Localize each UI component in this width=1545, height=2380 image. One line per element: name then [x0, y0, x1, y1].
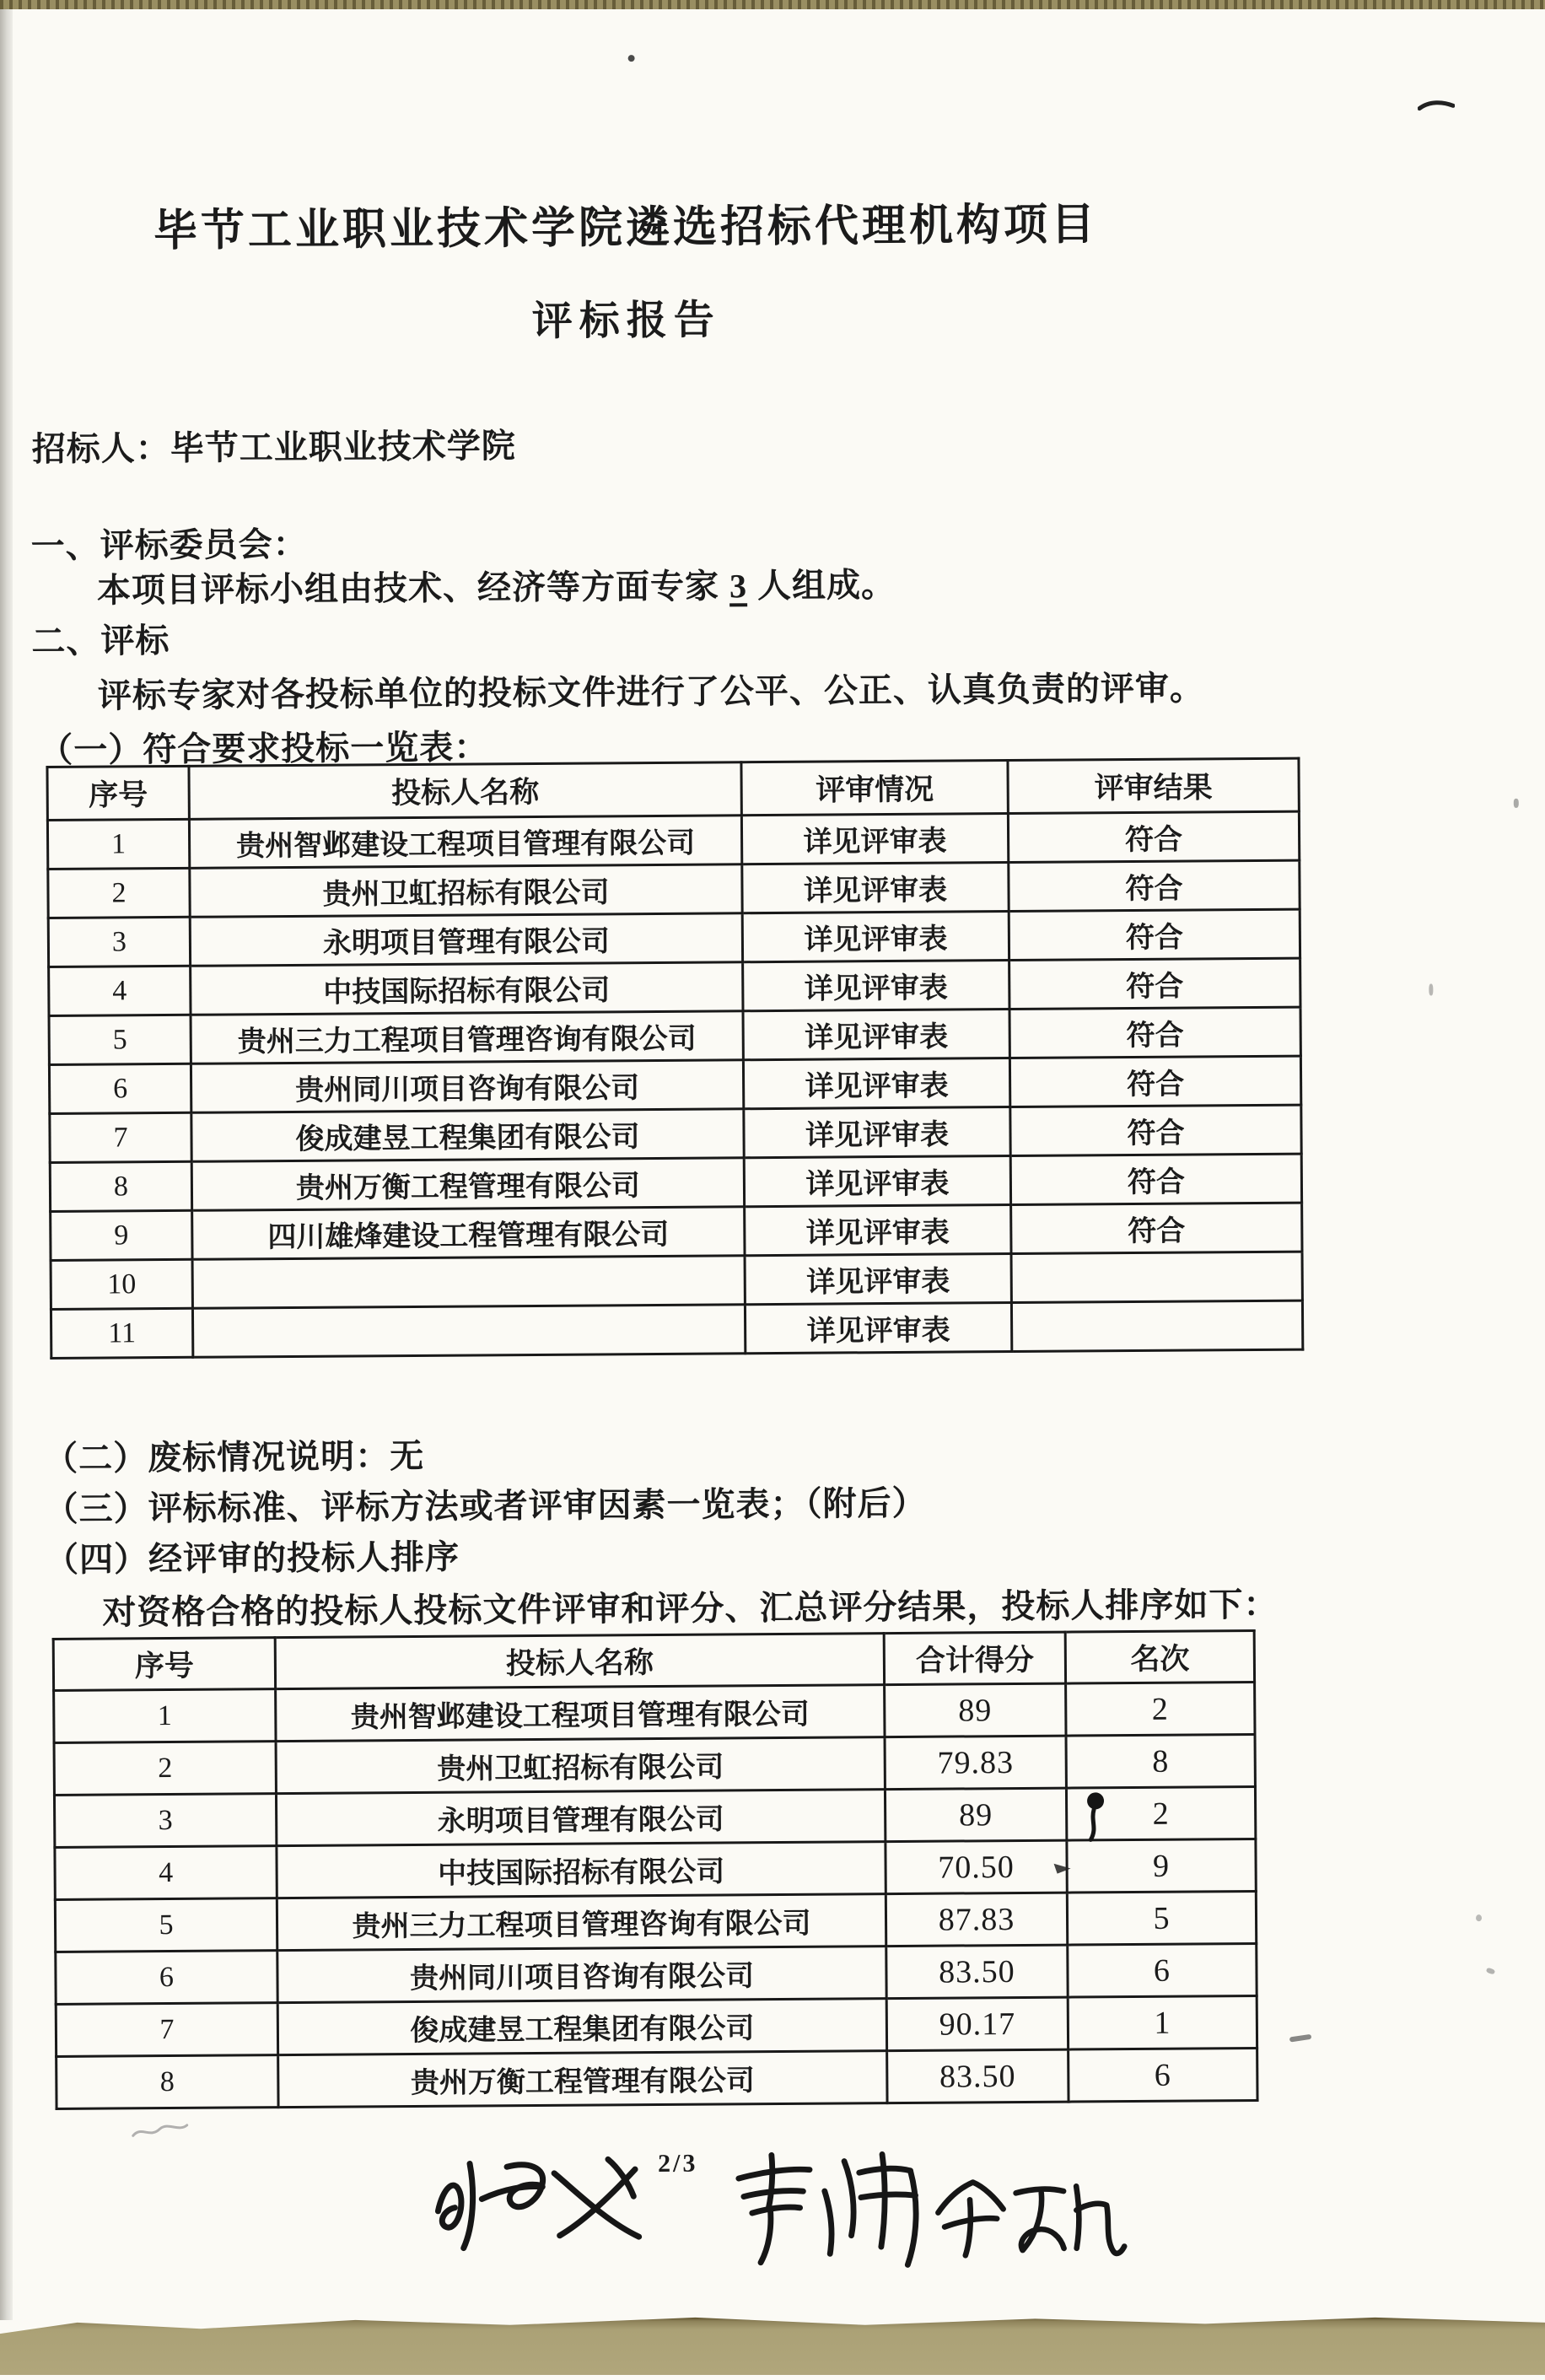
scan-speck	[1429, 984, 1433, 996]
subsection-three-line: （三）评标标准、评标方法或者评审因素一览表；（附后）	[44, 1483, 927, 1529]
section-two-body: 评标专家对各投标单位的投标文件进行了公平、公正、认真负责的评审。	[97, 669, 1205, 715]
table-row	[49, 1007, 1300, 1064]
ink-dot-mark	[628, 55, 635, 62]
table-row	[54, 1683, 1255, 1743]
subsection-two-line: （二）废标情况说明：无	[44, 1436, 425, 1478]
table-cell: 贵州同川项目咨询有限公司	[277, 1947, 886, 2003]
section-one-body-prefix: 本项目评标小组由技术、经济等方面专家	[96, 567, 720, 610]
column-header-review-result: 评审结果	[1008, 758, 1299, 813]
table-cell: 7	[50, 1112, 191, 1162]
table-cell: 俊成建昱工程集团有限公司	[277, 1999, 886, 2055]
table-cell: 5	[1067, 1892, 1256, 1946]
table-row	[56, 1996, 1257, 2057]
subsection-four-heading: （四）经评审的投标人排序	[44, 1537, 460, 1580]
column-header-total-score: 合计得分	[884, 1632, 1065, 1684]
table-cell: 详见评审表	[743, 1010, 1009, 1060]
expert-count-underlined: 3	[729, 567, 748, 606]
table-cell: 6	[56, 1951, 277, 2005]
table-cell: 详见评审表	[745, 1254, 1011, 1305]
ranking-table	[52, 1629, 1259, 2110]
table-row	[51, 1203, 1302, 1260]
qualification-table-header-row	[47, 758, 1299, 820]
table-cell: 5	[55, 1898, 277, 1952]
table-cell	[1011, 1252, 1302, 1302]
column-header-review-status: 评审情况	[741, 761, 1008, 816]
table-cell: 符合	[1010, 1154, 1301, 1204]
column-header-bidder-name: 投标人名称	[275, 1634, 884, 1689]
column-header-seq: 序号	[53, 1638, 275, 1691]
table-cell: 8	[1066, 1735, 1255, 1789]
table-row	[55, 1839, 1256, 1900]
section-one-body	[97, 558, 896, 612]
table-cell: 贵州三力工程项目管理咨询有限公司	[191, 1011, 743, 1064]
table-cell: 7	[56, 2003, 277, 2057]
table-row	[56, 1944, 1257, 2005]
table-cell: 70.50	[886, 1840, 1067, 1893]
table-row	[55, 1892, 1256, 1952]
table-cell: 详见评审表	[744, 1107, 1010, 1158]
table-cell	[192, 1256, 745, 1309]
table-cell: 贵州同川项目咨询有限公司	[191, 1060, 743, 1113]
table-row	[57, 2049, 1257, 2109]
table-cell: 2	[54, 1742, 276, 1796]
table-cell: 5	[49, 1015, 191, 1064]
table-cell: 1	[54, 1689, 276, 1743]
table-cell: 中技国际招标有限公司	[277, 1842, 886, 1898]
table-cell: 俊成建昱工程集团有限公司	[191, 1109, 744, 1162]
table-cell: 详见评审表	[743, 1058, 1009, 1109]
table-cell: 四川雄烽建设工程管理有限公司	[192, 1207, 745, 1260]
scan-speck	[1476, 1914, 1482, 1921]
table-cell: 符合	[1009, 1007, 1300, 1058]
table-cell: 3	[48, 917, 190, 967]
table-cell: 中技国际招标有限公司	[191, 962, 743, 1015]
table-cell: 8	[50, 1161, 191, 1211]
column-header-bidder-name: 投标人名称	[189, 762, 741, 820]
table-cell: 详见评审表	[742, 863, 1009, 913]
ink-smudge-mark	[1052, 1860, 1074, 1880]
table-cell: 符合	[1009, 1056, 1300, 1107]
table-cell: 3	[54, 1794, 276, 1848]
ranking-table-body	[54, 1683, 1257, 2109]
table-cell: 83.50	[887, 2049, 1069, 2103]
table-cell: 6	[49, 1063, 191, 1113]
table-row	[54, 1787, 1255, 1848]
table-cell: 贵州智邺建设工程项目管理有限公司	[189, 816, 741, 869]
table-cell: 符合	[1010, 1105, 1301, 1155]
table-cell: 贵州万衡工程管理有限公司	[191, 1158, 744, 1211]
table-cell: 2	[1066, 1683, 1255, 1737]
table-row	[51, 1252, 1302, 1309]
subsection-four-body: 对资格合格的投标人投标文件评审和评分、汇总评分结果，投标人排序如下：	[102, 1585, 1279, 1632]
pencil-squiggle-mark	[132, 2117, 191, 2146]
table-cell: 2	[48, 868, 190, 918]
pen-dash-mark	[1418, 98, 1455, 116]
table-cell: 贵州三力工程项目管理咨询有限公司	[277, 1894, 886, 1951]
table-cell: 符合	[1009, 958, 1300, 1009]
document-title-line1: 毕节工业职业技术学院遴选招标代理机构项目	[153, 201, 1099, 256]
table-cell: 87.83	[886, 1893, 1067, 1946]
handwritten-signature-2	[727, 2143, 926, 2271]
table-row	[49, 1056, 1300, 1113]
table-cell: 详见评审表	[742, 912, 1009, 962]
section-two-heading: 二、评标	[31, 621, 170, 661]
column-header-rank: 名次	[1065, 1631, 1254, 1684]
section-one-body-suffix: 人组成。	[756, 565, 896, 606]
ranking-table-header-row	[53, 1631, 1254, 1691]
table-cell: 10	[51, 1259, 192, 1309]
subsection-one-heading: （一）符合要求投标一览表：	[39, 728, 489, 770]
table-cell: 永明项目管理有限公司	[190, 913, 742, 967]
handwritten-signature-1	[426, 2147, 654, 2254]
table-row	[50, 1154, 1301, 1211]
table-cell: 89	[885, 1683, 1066, 1737]
table-row	[48, 909, 1300, 967]
handwritten-signature-3	[923, 2170, 1131, 2266]
table-cell: 符合	[1009, 860, 1300, 911]
table-cell: 符合	[1008, 811, 1299, 862]
page-number-marker: 2/3	[657, 2149, 698, 2178]
table-cell: 贵州卫虹招标有限公司	[276, 1737, 885, 1794]
scan-speck	[1514, 799, 1519, 808]
table-cell	[192, 1305, 745, 1358]
table-cell: 永明项目管理有限公司	[276, 1790, 885, 1846]
table-cell: 贵州智邺建设工程项目管理有限公司	[276, 1685, 885, 1742]
table-cell: 4	[49, 966, 191, 1015]
column-header-seq: 序号	[47, 766, 189, 820]
table-cell: 2	[1066, 1787, 1255, 1841]
scan-speck	[1486, 1968, 1495, 1975]
table-cell: 9	[1067, 1839, 1256, 1893]
document-title-line2: 评标报告	[531, 298, 721, 344]
qualification-table	[46, 757, 1304, 1360]
table-cell: 9	[51, 1210, 192, 1260]
table-cell: 79.83	[885, 1736, 1066, 1789]
section-one-heading: 一、评标委员会：	[30, 525, 308, 566]
table-cell: 11	[51, 1308, 192, 1358]
table-cell: 详见评审表	[745, 1205, 1011, 1256]
table-row	[49, 958, 1300, 1015]
table-cell: 贵州卫虹招标有限公司	[190, 864, 742, 918]
table-cell: 4	[55, 1846, 277, 1900]
table-cell: 符合	[1009, 909, 1300, 960]
table-cell: 89	[885, 1788, 1066, 1841]
table-cell: 6	[1068, 1944, 1257, 1998]
table-row	[47, 811, 1299, 869]
table-cell: 贵州万衡工程管理有限公司	[278, 2051, 887, 2108]
scan-dash-mark	[1289, 2034, 1312, 2043]
table-row	[48, 860, 1300, 918]
tenderer-line: 招标人：毕节工业职业技术学院	[31, 427, 516, 469]
table-cell: 详见评审表	[745, 1303, 1011, 1354]
table-cell: 详见评审表	[743, 961, 1009, 1011]
table-cell: 详见评审表	[741, 814, 1008, 864]
table-row	[50, 1105, 1301, 1162]
qualification-table-body	[47, 811, 1302, 1358]
table-cell: 1	[1068, 1996, 1257, 2050]
ink-blot-mark	[1083, 1790, 1112, 1849]
table-row	[51, 1300, 1302, 1358]
table-cell: 1	[47, 819, 189, 869]
table-cell	[1011, 1300, 1302, 1351]
table-cell: 83.50	[886, 1945, 1068, 1998]
table-row	[54, 1735, 1255, 1796]
table-cell: 90.17	[886, 1997, 1068, 2050]
table-cell: 符合	[1011, 1203, 1302, 1253]
table-cell: 6	[1069, 2049, 1257, 2103]
table-cell: 详见评审表	[744, 1156, 1010, 1207]
table-cell: 8	[57, 2055, 278, 2109]
